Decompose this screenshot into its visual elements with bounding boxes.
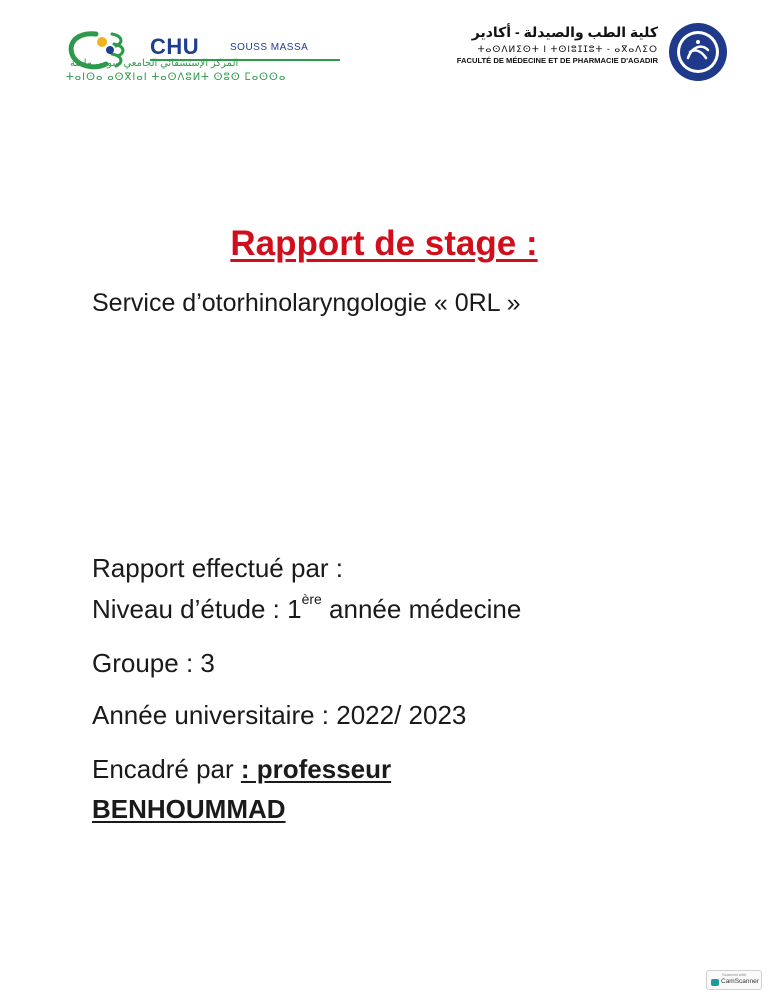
faculty-logo <box>440 22 740 80</box>
supervisor-title: : professeur <box>240 754 392 784</box>
faculty-tifinagh-name: ⵜⴰⵙⴷⵍⵉⵙⵜ ⵏ ⵜⵙⵏⵓⵊⵊⵓⵜ - ⴰⴳⴰⴷⵉⵔ <box>477 44 658 54</box>
academic-year-line: Année universitaire : 2022/ 2023 <box>92 700 467 730</box>
supervisor-label: Encadré par <box>92 754 241 784</box>
supervisor-line <box>92 754 391 785</box>
faculty-french-name: FACULTÉ DE MÉDECINE ET DE PHARMACIE D'AGADIR <box>456 56 658 65</box>
chu-tifinagh-name: ⵜⴰⵏⵙⴰ ⴰⵙⴳⵏⴰⵏ ⵜⴰⵙⴷⵓⵍⵜ ⵙⵓⵙ ⵎⴰⵙⵙⴰ <box>66 72 287 83</box>
chu-name: CHU <box>150 34 200 59</box>
study-level-suffix: année médecine <box>321 594 522 624</box>
service-subtitle: Service d’otorhinolaryngologie « 0RL » <box>92 289 521 317</box>
camscanner-logo-icon <box>711 979 719 986</box>
report-title: Rapport de stage : <box>230 224 538 263</box>
author-line: Rapport effectué par : <box>92 553 344 583</box>
camscanner-caption: Scanned with <box>721 972 746 977</box>
chu-souss-massa-logo <box>66 22 346 82</box>
camscanner-name: CamScanner <box>721 978 759 985</box>
study-level-superscript: ère <box>301 591 322 607</box>
chu-arabic-name: المركز الإستشفائي الجامعي سوس ماسة <box>70 58 239 69</box>
supervisor-name: BENHOUMMAD <box>92 794 286 824</box>
camscanner-badge <box>706 970 762 990</box>
study-level-line <box>92 591 522 625</box>
study-level-prefix: Niveau d’étude : 1 <box>92 594 302 624</box>
university-seal-icon <box>668 22 728 82</box>
chu-subtitle: SOUSS MASSA <box>230 42 309 53</box>
faculty-arabic-name: كلية الطب والصيدلة - أكادير <box>471 24 658 40</box>
group-line: Groupe : 3 <box>92 648 215 678</box>
